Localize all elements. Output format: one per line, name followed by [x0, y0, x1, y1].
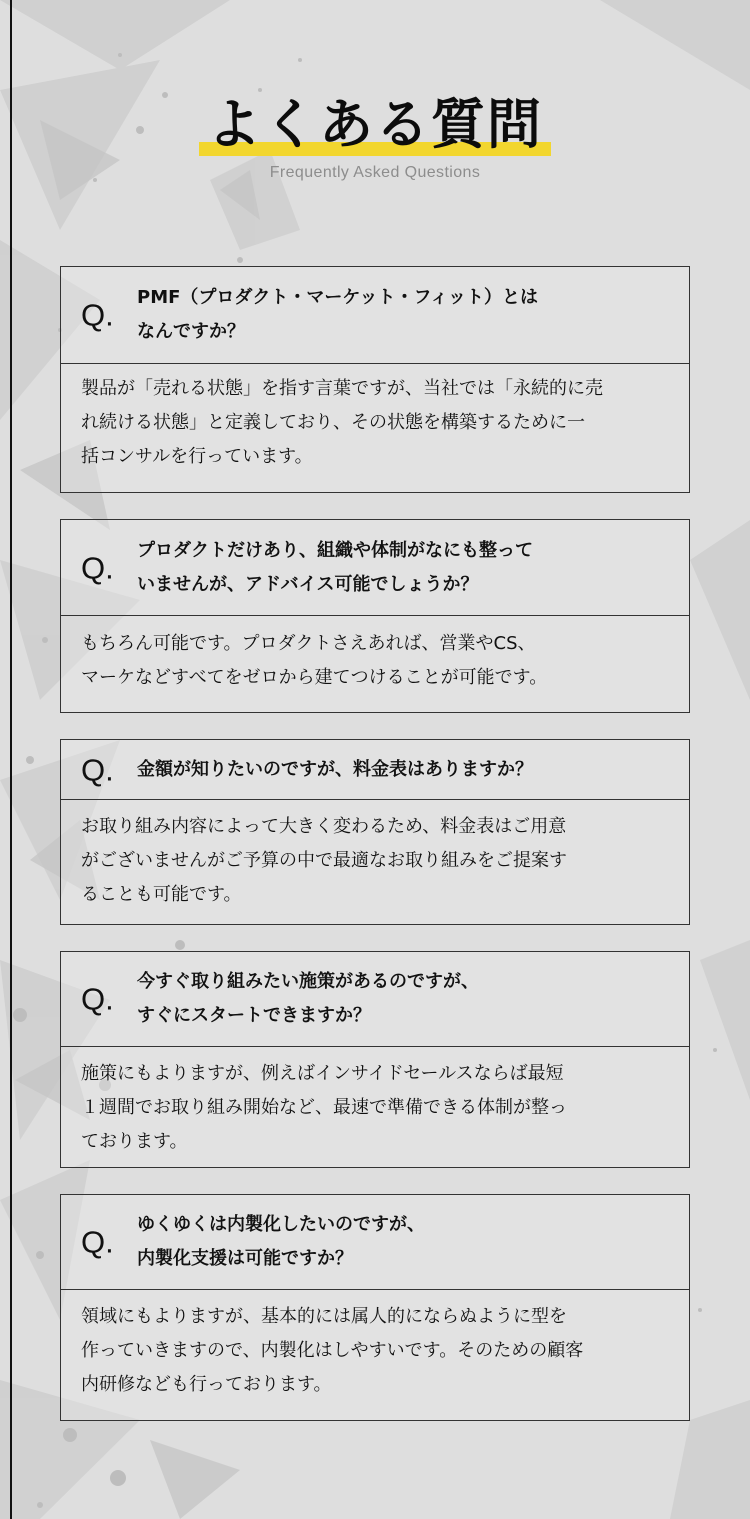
page-subtitle: Frequently Asked Questions — [269, 164, 481, 181]
faq-item — [60, 266, 690, 493]
faq-item — [60, 739, 690, 925]
faq-question[interactable] — [61, 267, 689, 364]
page-title: よくある質問 — [207, 93, 543, 156]
question-text: PMF（プロダクト・マーケット・フィット）とは なんですか？ — [137, 287, 539, 342]
faq-question[interactable] — [61, 952, 689, 1047]
faq-question[interactable] — [61, 740, 689, 800]
question-text: ゆくゆくは内製化したいのですが、 内製化支援は可能ですか？ — [137, 1214, 425, 1269]
faq-answer: 領域にもよりますが、基本的には属人的にならぬように型を 作っていきますので、内製化はしやすいです。そのための顧客 内研修なども行っております。 — [81, 1306, 584, 1395]
title-wrap — [199, 92, 551, 158]
question-text: 今すぐ取り組みたい施策があるのですが、 すぐにスタートできますか？ — [137, 971, 479, 1026]
faq-item — [60, 519, 690, 713]
faq-item — [60, 951, 690, 1168]
q-mark: Q. — [81, 1224, 114, 1260]
faq-list — [60, 266, 690, 1421]
faq-answer: 製品が「売れる状態」を指す言葉ですが、当社では「永続的に売 れ続ける状態」と定義しており、その状態を構築するために一 括コンサルを行っています。 — [81, 378, 603, 467]
question-text: プロダクトだけあり、組織や体制がなにも整って いませんが、アドバイス可能でしょうか？ — [137, 539, 533, 595]
faq-question[interactable] — [61, 1195, 689, 1290]
faq-question[interactable] — [61, 520, 689, 616]
faq-header — [0, 92, 750, 182]
q-mark: Q. — [81, 550, 114, 585]
faq-answer: もちろん可能です。プロダクトさえあれば、営業やCS、 マーケなどすべてをゼロから建てつけることが可能です。 — [81, 633, 548, 688]
question-text: 金額が知りたいのですが、料金表はありますか？ — [137, 758, 533, 780]
faq-item — [60, 1194, 690, 1421]
faq-answer: お取り組み内容によって大きく変わるため、料金表はご用意 がございませんがご予算の中で最適なお取り組みをご提案す ることも可能です。 — [81, 816, 567, 905]
q-mark: Q. — [81, 981, 114, 1017]
faq-answer: 施策にもよりますが、例えばインサイドセールスならば最短 １週間でお取り組み開始など、最速で準備できる体制が整っ ております。 — [81, 1063, 567, 1152]
left-vertical-rule — [10, 0, 12, 1519]
q-mark: Q. — [81, 297, 114, 333]
q-mark: Q. — [81, 752, 114, 787]
